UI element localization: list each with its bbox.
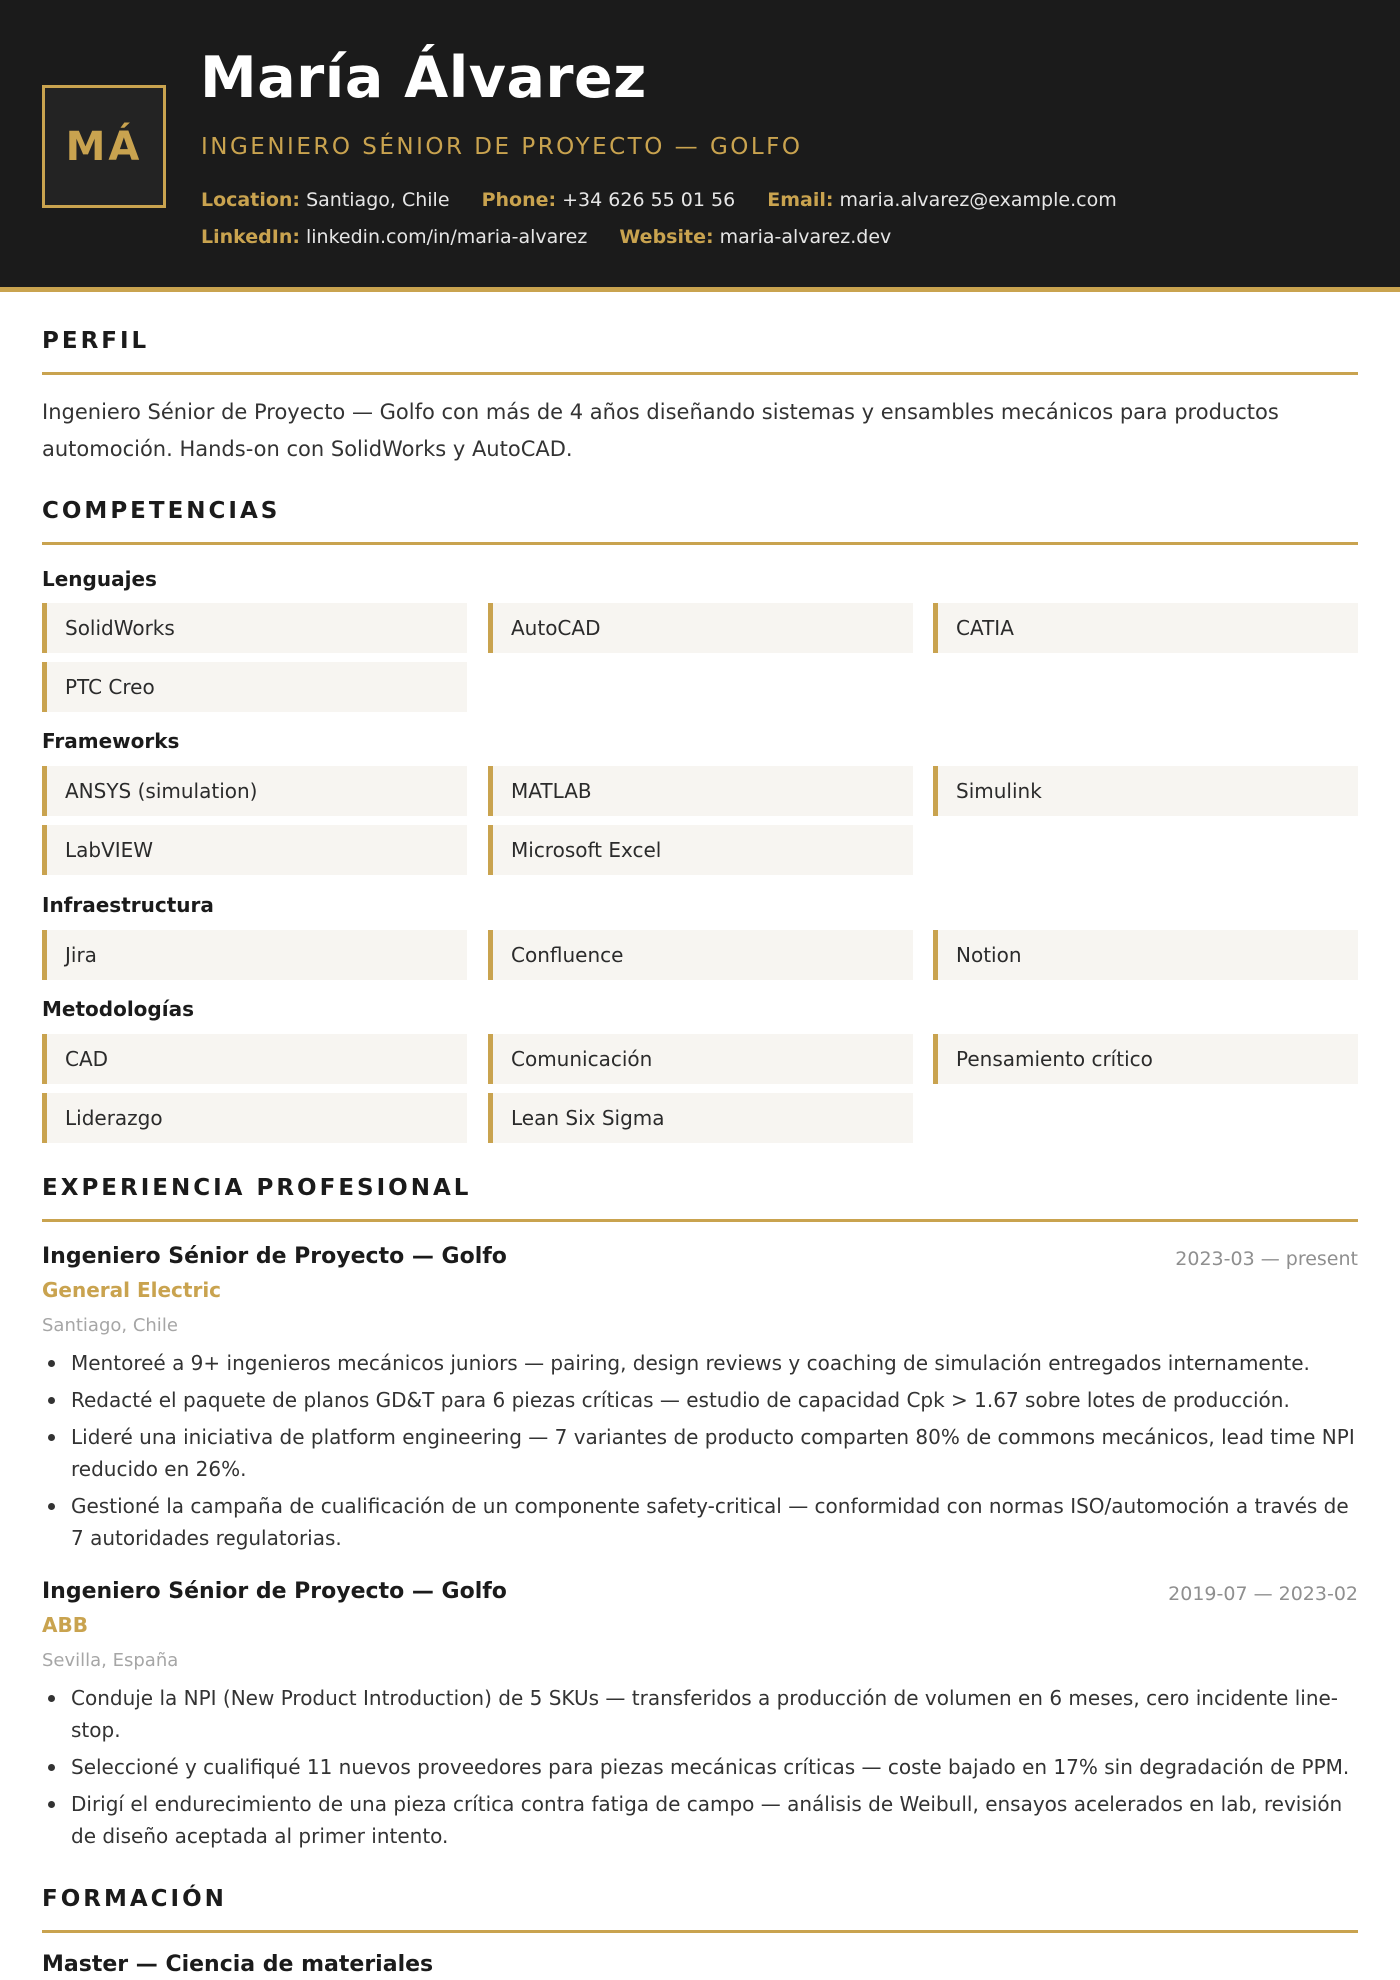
section-heading-skills: COMPETENCIAS [42,498,281,524]
job-title: Ingeniero Sénior de Proyecto — Golfo [42,1244,507,1269]
skill-chip: Jira [42,930,467,980]
skill-chip: Confluence [488,930,913,980]
skill-group-label: Lenguajes [42,567,157,591]
contact-value: +34 626 55 01 56 [562,189,736,211]
job-bullet: Mentoreé a 9+ ingenieros mecánicos juniors — pairing, design reviews y coaching de simulación entregados internamente. [42,1347,1358,1379]
skill-chip: MATLAB [488,766,913,816]
contact-linkedin[interactable] [201,226,587,248]
job-bullets [42,1347,1358,1559]
contact-value[interactable]: linkedin.com/in/maria-alvarez [306,226,588,248]
contact-location [201,189,450,211]
skill-chip: Notion [933,930,1358,980]
contact-label: Location: [201,189,301,211]
company-name: General Electric [42,1278,222,1302]
section-heading-education: FORMACIÓN [42,1886,227,1912]
contact-label: Phone: [481,189,557,211]
skill-chip: SolidWorks [42,603,467,653]
contact-label: LinkedIn: [201,226,300,248]
skill-chip: Microsoft Excel [488,825,913,875]
monogram-badge: MÁ [42,85,166,208]
skill-chip: Lean Six Sigma [488,1093,913,1143]
section-rule [42,1219,1358,1222]
section-rule [42,1930,1358,1933]
contact-value[interactable]: maria.alvarez@example.com [839,189,1117,211]
company-name: ABB [42,1613,88,1637]
skill-group-label: Infraestructura [42,893,214,917]
contact-email[interactable] [767,189,1116,211]
contact-row-1 [201,189,1143,211]
job-dates: 2019-07 — 2023-02 [1168,1583,1358,1605]
header-divider [0,287,1400,292]
job-bullets [42,1682,1358,1857]
job-bullet: Seleccioné y cualifiqué 11 nuevos proveedores para piezas mecánicas críticas — coste bajado en 17% sin degradación de PPM. [42,1751,1358,1783]
contact-value: Santiago, Chile [306,189,450,211]
resume-header [0,0,1400,287]
job-location: Sevilla, España [42,1650,179,1671]
degree-title: Master — Ciencia de materiales [42,1952,434,1977]
contact-website[interactable] [619,226,891,248]
skill-chip: AutoCAD [488,603,913,653]
section-rule [42,372,1358,375]
job-bullet: Dirigí el endurecimiento de una pieza crítica contra fatiga de campo — análisis de Weibull, ensayos acelerados en lab, revisión de diseño aceptada al primer intento. [42,1788,1358,1852]
candidate-name: María Álvarez [200,45,647,111]
job-bullet: Lideré una iniciativa de platform engineering — 7 variantes de producto comparten 80% de commons mecánicos, lead time NPI reducido en 26%. [42,1421,1358,1485]
skill-chip: Simulink [933,766,1358,816]
skill-chip: CATIA [933,603,1358,653]
skill-group-label: Frameworks [42,729,180,753]
section-rule [42,542,1358,545]
skill-chip: PTC Creo [42,662,467,712]
skill-group-label: Metodologías [42,997,194,1021]
contact-phone [482,189,736,211]
skill-chip: Comunicación [488,1034,913,1084]
profile-summary: Ingeniero Sénior de Proyecto — Golfo con más de 4 años diseñando sistemas y ensambles mecánicos para productos automoción. Hands-on con SolidWorks y AutoCAD. [42,400,1279,461]
contact-row-2 [201,226,917,248]
section-heading-profile: PERFIL [42,328,150,354]
job-bullet: Conduje la NPI (New Product Introduction) de 5 SKUs — transferidos a producción de volumen en 6 meses, cero incidente line-stop. [42,1682,1358,1746]
job-bullet: Gestioné la campaña de cualificación de un componente safety-critical — conformidad con normas ISO/automoción a través de 7 autoridades regulatorias. [42,1490,1358,1554]
job-dates: 2023-03 — present [1175,1248,1358,1270]
candidate-title: INGENIERO SÉNIOR DE PROYECTO — GOLFO [201,134,803,160]
skill-chip: LabVIEW [42,825,467,875]
section-heading-experience: EXPERIENCIA PROFESIONAL [42,1175,472,1201]
contact-label: Website: [619,226,714,248]
job-bullet: Redacté el paquete de planos GD&T para 6 piezas críticas — estudio de capacidad Cpk > 1.67 sobre lotes de producción. [42,1384,1358,1416]
job-title: Ingeniero Sénior de Proyecto — Golfo [42,1579,507,1604]
job-location: Santiago, Chile [42,1315,178,1336]
skill-chip: ANSYS (simulation) [42,766,467,816]
contact-value[interactable]: maria-alvarez.dev [719,226,892,248]
contact-label: Email: [767,189,834,211]
skill-chip: CAD [42,1034,467,1084]
skill-chip: Pensamiento crítico [933,1034,1358,1084]
skill-chip: Liderazgo [42,1093,467,1143]
